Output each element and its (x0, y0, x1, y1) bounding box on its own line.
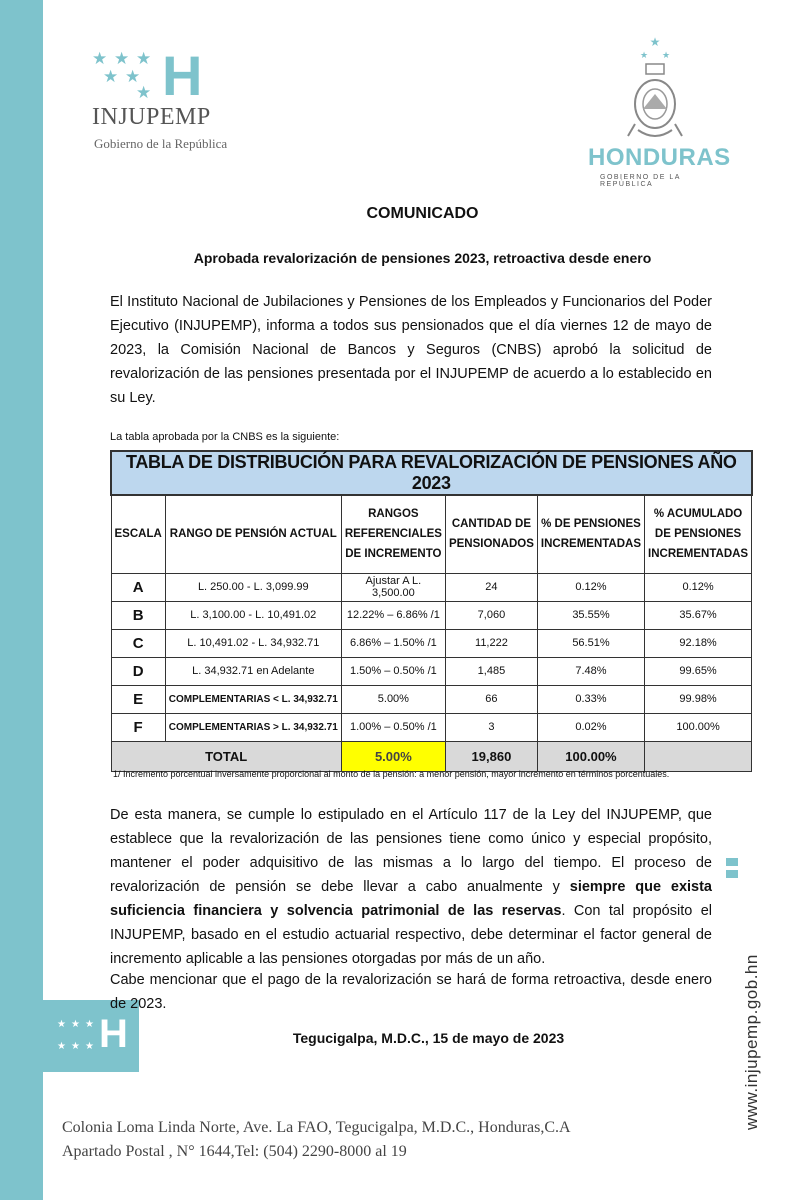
intro-paragraph: El Instituto Nacional de Jubilaciones y Pensiones de los Empleados y Funcionarios del Poder Ejecutivo (INJUPEMP), informa a todos sus pensionados que el día viernes 12 de mayo de 2023, la Comisión Nacional de Bancos y Seguros (CNBS) aprobó la solicitud de revalorización de las pensiones presentada por el INJUPEMP de acuerdo a lo establecido en su Ley. (110, 294, 712, 406)
h-logo-icon: H (162, 44, 203, 107)
scale-cell: E (111, 685, 165, 713)
pct-cell: 56.51% (537, 629, 644, 657)
range-cell: L. 10,491.02 - L. 34,932.71 (165, 629, 341, 657)
range-cell: L. 3,100.00 - L. 10,491.02 (165, 601, 341, 629)
star-icon: ★ (114, 49, 130, 68)
org-name: INJUPEMP (92, 104, 211, 130)
increment-cell: 1.50% – 0.50% /1 (341, 657, 445, 685)
scale-cell: D (111, 657, 165, 685)
total-increment: 5.00% (341, 741, 445, 771)
scale-cell: F (111, 713, 165, 741)
body-paragraph (110, 803, 712, 971)
total-count: 19,860 (445, 741, 537, 771)
table-row (111, 629, 752, 657)
cum-cell: 99.98% (645, 685, 752, 713)
svg-text:★: ★ (661, 50, 671, 60)
svg-text:★: ★ (639, 50, 649, 60)
pct-cell: 0.12% (537, 573, 644, 601)
paragraph-text: De esta manera, se cumple lo estipulado en el Artículo 117 de la Ley del INJUPEMP, que establece que la revalorización de las pensiones tiene como único y especial propósito, mantener el poder adquisitivo de las mismas a lo largo del tiempo. El proceso de revalorización de pensión se debe llevar a cabo anualmente y (110, 807, 712, 895)
table-caption: TABLA DE DISTRIBUCIÓN PARA REVALORIZACIÓN DE PENSIONES AÑO 2023 (111, 451, 752, 495)
count-cell: 24 (445, 573, 537, 601)
org-subtitle: Gobierno de la República (94, 136, 228, 151)
address-line: Apartado Postal , N° 1644,Tel: (504) 2290-8000 al 19 (62, 1143, 407, 1160)
column-header: % DE PENSIONES INCREMENTADAS (537, 495, 644, 573)
count-cell: 66 (445, 685, 537, 713)
closing-paragraph: Cabe mencionar que el pago de la revalorización se hará de forma retroactiva, desde enero de 2023. (110, 972, 712, 1012)
star-icon: ★ (85, 1041, 94, 1052)
scale-cell: C (111, 629, 165, 657)
increment-cell: 1.00% – 0.50% /1 (341, 713, 445, 741)
table-footnote: 1/ Incremento porcentual inversamente proporcional al monto de la pensión: a menor pensión, mayor incremento en términos porcentuales. (113, 769, 670, 779)
star-icon: ★ (57, 1019, 66, 1030)
star-icon: ★ (125, 67, 141, 86)
star-icon: ★ (136, 83, 152, 102)
pct-cell: 0.02% (537, 713, 644, 741)
column-header: RANGO DE PENSIÓN ACTUAL (165, 495, 341, 573)
bar-shape (726, 870, 738, 878)
table-total-row (111, 741, 752, 771)
range-cell: COMPLEMENTARIAS < L. 34,932.71 (165, 685, 341, 713)
range-cell: COMPLEMENTARIAS > L. 34,932.71 (165, 713, 341, 741)
scale-cell: A (111, 573, 165, 601)
increment-cell: 12.22% – 6.86% /1 (341, 601, 445, 629)
table-row (111, 573, 752, 601)
column-header: % ACUMULADO DE PENSIONES INCREMENTADAS (645, 495, 752, 573)
star-icon: ★ (85, 1019, 94, 1030)
cum-cell: 92.18% (645, 629, 752, 657)
star-icon: ★ (103, 67, 119, 86)
increment-cell: Ajustar A L. 3,500.00 (341, 573, 445, 601)
h-logo-icon: H (99, 1012, 128, 1056)
table-row (111, 657, 752, 685)
count-cell: 1,485 (445, 657, 537, 685)
increment-cell: 6.86% – 1.50% /1 (341, 629, 445, 657)
scale-cell: B (111, 601, 165, 629)
table-intro: La tabla aprobada por la CNBS es la siguiente: (110, 431, 340, 443)
country-name: HONDURAS (588, 144, 731, 171)
page-title: COMUNICADO (366, 205, 479, 222)
country-subtitle: GOBIERNO DE LA REPÚBLICA (600, 174, 681, 188)
cum-cell: 35.67% (645, 601, 752, 629)
table-row (111, 713, 752, 741)
column-header: CANTIDAD DE PENSIONADOS (445, 495, 537, 573)
pct-cell: 7.48% (537, 657, 644, 685)
star-icon: ★ (71, 1019, 80, 1030)
paragraph-text: . Con tal propósito el INJUPEMP, basado en el estudio actuarial respectivo, debe determinar el factor general de incremento aplicable a las pensiones otorgadas por más de un año. (110, 903, 712, 967)
star-icon: ★ (92, 49, 108, 68)
website-url[interactable]: www.injupemp.gob.hn (742, 954, 761, 1130)
date-line: Tegucigalpa, M.D.C., 15 de mayo de 2023 (292, 1030, 565, 1046)
injupemp-logo (92, 44, 252, 158)
column-header: ESCALA (111, 495, 165, 573)
cum-cell: 99.65% (645, 657, 752, 685)
cum-cell: 100.00% (645, 713, 752, 741)
total-label: TOTAL (111, 741, 341, 771)
count-cell: 7,060 (445, 601, 537, 629)
table-row (111, 601, 752, 629)
coat-of-arms-icon (620, 34, 690, 144)
star-icon: ★ (57, 1041, 66, 1052)
star-icon: ★ (71, 1041, 80, 1052)
footer-address (62, 1116, 571, 1164)
left-decorative-stripe (0, 0, 43, 1200)
pct-cell: 35.55% (537, 601, 644, 629)
page-subtitle: Aprobada revalorización de pensiones 2023, retroactiva desde enero (193, 250, 652, 266)
total-cum (645, 741, 752, 771)
address-line: Colonia Loma Linda Norte, Ave. La FAO, Tegucigalpa, M.D.C., Honduras,C.A (62, 1119, 571, 1136)
pct-cell: 0.33% (537, 685, 644, 713)
increment-cell: 5.00% (341, 685, 445, 713)
paragraph-bold-text: siempre que exista suficiencia financiera y solvencia patrimonial de las reservas (110, 879, 712, 919)
column-header: RANGOS REFERENCIALES DE INCREMENTO (341, 495, 445, 573)
count-cell: 3 (445, 713, 537, 741)
pension-distribution-table (110, 450, 753, 772)
honduras-logo (580, 20, 731, 188)
range-cell: L. 250.00 - L. 3,099.99 (165, 573, 341, 601)
cum-cell: 0.12% (645, 573, 752, 601)
total-pct: 100.00% (537, 741, 644, 771)
star-icon: ★ (136, 49, 152, 68)
range-cell: L. 34,932.71 en Adelante (165, 657, 341, 685)
table-row (111, 685, 752, 713)
bar-shape (726, 858, 738, 866)
count-cell: 11,222 (445, 629, 537, 657)
svg-text:★: ★ (649, 35, 661, 49)
